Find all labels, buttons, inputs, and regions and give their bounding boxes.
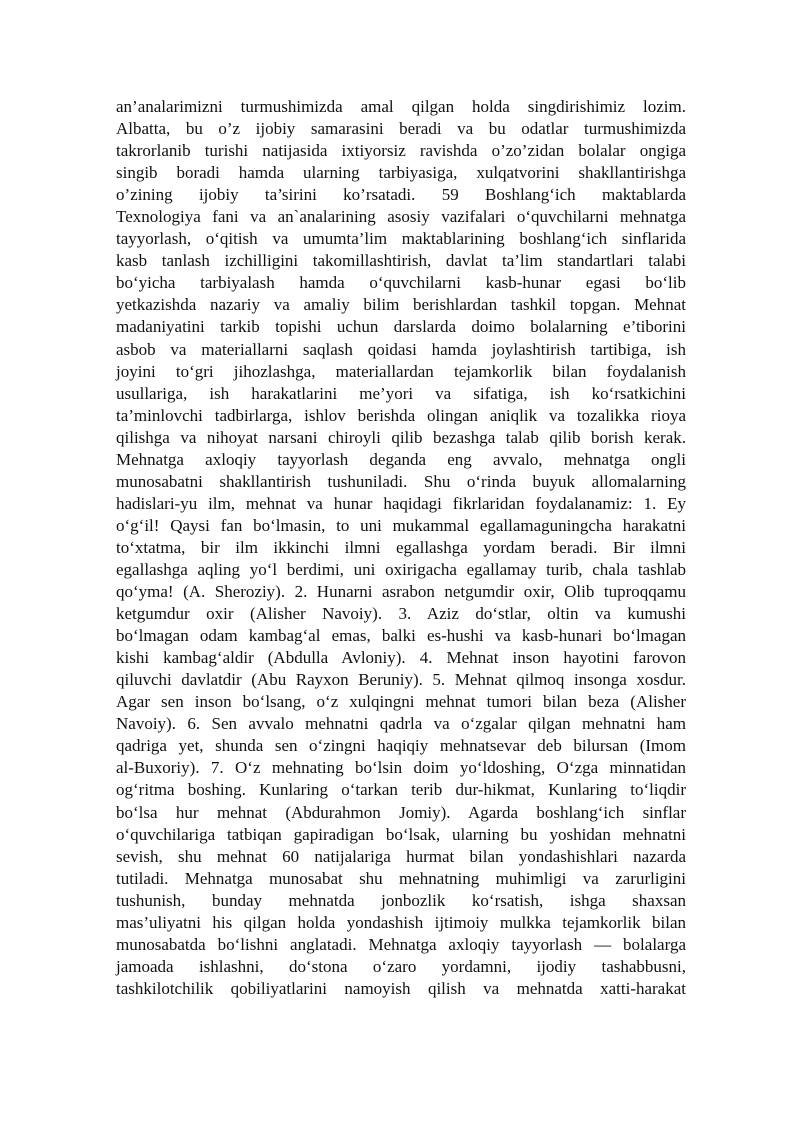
text-line: takrorlanib turishi natijasida ixtiyorsiz ravishda o’zo’zidan bolalar ongiga <box>116 141 686 161</box>
text-line: mas’uliyatni his qilgan holda yondashish ijtimoiy mulkka tejamkorlik bilan <box>116 912 686 932</box>
text-line: sevish, shu mehnat 60 natijalariga hurmat bilan yondashishlari nazarda <box>116 846 686 866</box>
text-line: Mehnatga axloqiy tayyorlash deganda eng avvalo, mehnatga ongli <box>116 449 686 469</box>
text-line: kishi kambag‘aldir (Abdulla Avloniy). 4. Mehnat inson hayotini farovon <box>116 648 686 668</box>
text-line: o‘g‘il! Qaysi fan bo‘lmasin, to uni mukammal egallamaguningcha harakatni <box>116 515 686 535</box>
text-line: qo‘yma! (A. Sheroziy). 2. Hunarni asrabon netgumdir oxir, Olib tuproqqamu <box>116 582 686 602</box>
text-line: jamoada ishlashni, do‘stona o‘zaro yordamni, ijodiy tashabbusni, <box>116 956 686 976</box>
text-line: to‘xtatma, bir ilm ikkinchi ilmni egallashga yordam beradi. Bir ilmni <box>116 537 686 557</box>
text-line: qilishga va nihoyat narsani chiroyli qilib bezashga talab qilib borish kerak. <box>116 427 686 447</box>
text-line: usullariga, ish harakatlarini me’yori va sifatiga, ish ko‘rsatkichini <box>116 383 686 403</box>
text-line: tashkilotchilik qobiliyatlarini namoyish qilish va mehnatda xatti-harakat <box>116 978 686 998</box>
text-line: Navoiy). 6. Sen avvalo mehnatni qadrla va o‘zgalar qilgan mehnatni ham <box>116 714 686 734</box>
text-line: bo‘yicha tarbiyalash hamda o‘quvchilarni kasb-hunar egasi bo‘lib <box>116 273 686 293</box>
text-line: ta’minlovchi tadbirlarga, ishlov berishda olingan aniqlik va tozalikka rioya <box>116 405 686 425</box>
text-line: og‘ritma boshing. Kunlaring o‘tarkan terib dur-hikmat, Kunlaring to‘liqdir <box>116 780 686 800</box>
text-line: o’zining ijobiy ta’sirini ko’rsatadi. 59 Boshlang‘ich maktablarda <box>116 185 686 205</box>
document-page <box>116 96 686 1000</box>
text-line: madaniyatini tarkib topishi uchun darslarda doimo bolalarning e’tiborini <box>116 317 686 337</box>
text-line: singib boradi hamda ularning tarbiyasiga, xulqatvorini shakllantirishga <box>116 163 686 183</box>
text-line: ketgumdur oxir (Alisher Navoiy). 3. Aziz do‘stlar, oltin va kumushi <box>116 604 686 624</box>
text-line: tutiladi. Mehnatga munosabat shu mehnatning muhimligi va zarurligini <box>116 868 686 888</box>
text-line: an’analarimizni turmushimizda amal qilgan holda singdirishimiz lozim. <box>116 97 686 116</box>
text-line: qadriga yet, shunda sen o‘zingni haqiqiy mehnatsevar deb bilursan (Imom <box>116 736 686 756</box>
text-line: Albatta, bu o’z ijobiy samarasini beradi va bu odatlar turmushimizda <box>116 119 686 139</box>
text-line: munosabatda bo‘lishni anglatadi. Mehnatga axloqiy tayyorlash — bolalarga <box>116 934 686 954</box>
text-line: bo‘lmagan odam kambag‘al emas, balki es-hushi va kasb-hunari bo‘lmagan <box>116 626 686 646</box>
text-line: hadislari-yu ilm, mehnat va hunar haqidagi fikrlaridan foydalanamiz: 1. Ey <box>116 493 686 513</box>
text-line: bo‘lsa hur mehnat (Abdurahmon Jomiy). Agarda boshlang‘ich sinflar <box>116 802 686 822</box>
text-line: egallashga aqling yo‘l berdimi, uni oxirigacha egallamay turib, chala tashlab <box>116 559 686 579</box>
text-line: Texnologiya fani va an`analarining asosiy vazifalari o‘quvchilarni mehnatga <box>116 207 686 227</box>
text-line: yetkazishda nazariy va amaliy bilim berishlardan tashkil topgan. Mehnat <box>116 295 686 315</box>
text-line: o‘quvchilariga tatbiqan gapiradigan bo‘lsak, ularning bu yoshidan mehnatni <box>116 824 686 844</box>
text-line: al-Buxoriy). 7. O‘z mehnating bo‘lsin doim yo‘ldoshing, O‘zga minnatidan <box>116 758 686 778</box>
text-line: asbob va materiallarni saqlash qoidasi hamda joylashtirish tartibiga, ish <box>116 339 686 359</box>
text-line: Agar sen inson bo‘lsang, o‘z xulqingni mehnat tumori bilan beza (Alisher <box>116 692 686 712</box>
text-line: tushunish, bunday mehnatda jonbozlik ko‘rsatish, ishga shaxsan <box>116 890 686 910</box>
text-line: qiluvchi davlatdir (Abu Rayxon Beruniy). 5. Mehnat qilmoq insonga xosdur. <box>116 670 686 690</box>
text-line: munosabatni shakllantirish tushuniladi. Shu o‘rinda buyuk allomalarning <box>116 471 686 491</box>
text-line: joyini to‘gri jihozlashga, materiallardan tejamkorlik bilan foydalanish <box>116 361 686 381</box>
text-line: tayyorlash, o‘qitish va umumta’lim maktablarining boshlang‘ich sinflarida <box>116 229 686 249</box>
text-line: kasb tanlash izchilligini takomillashtirish, davlat ta’lim standartlari talabi <box>116 251 686 271</box>
